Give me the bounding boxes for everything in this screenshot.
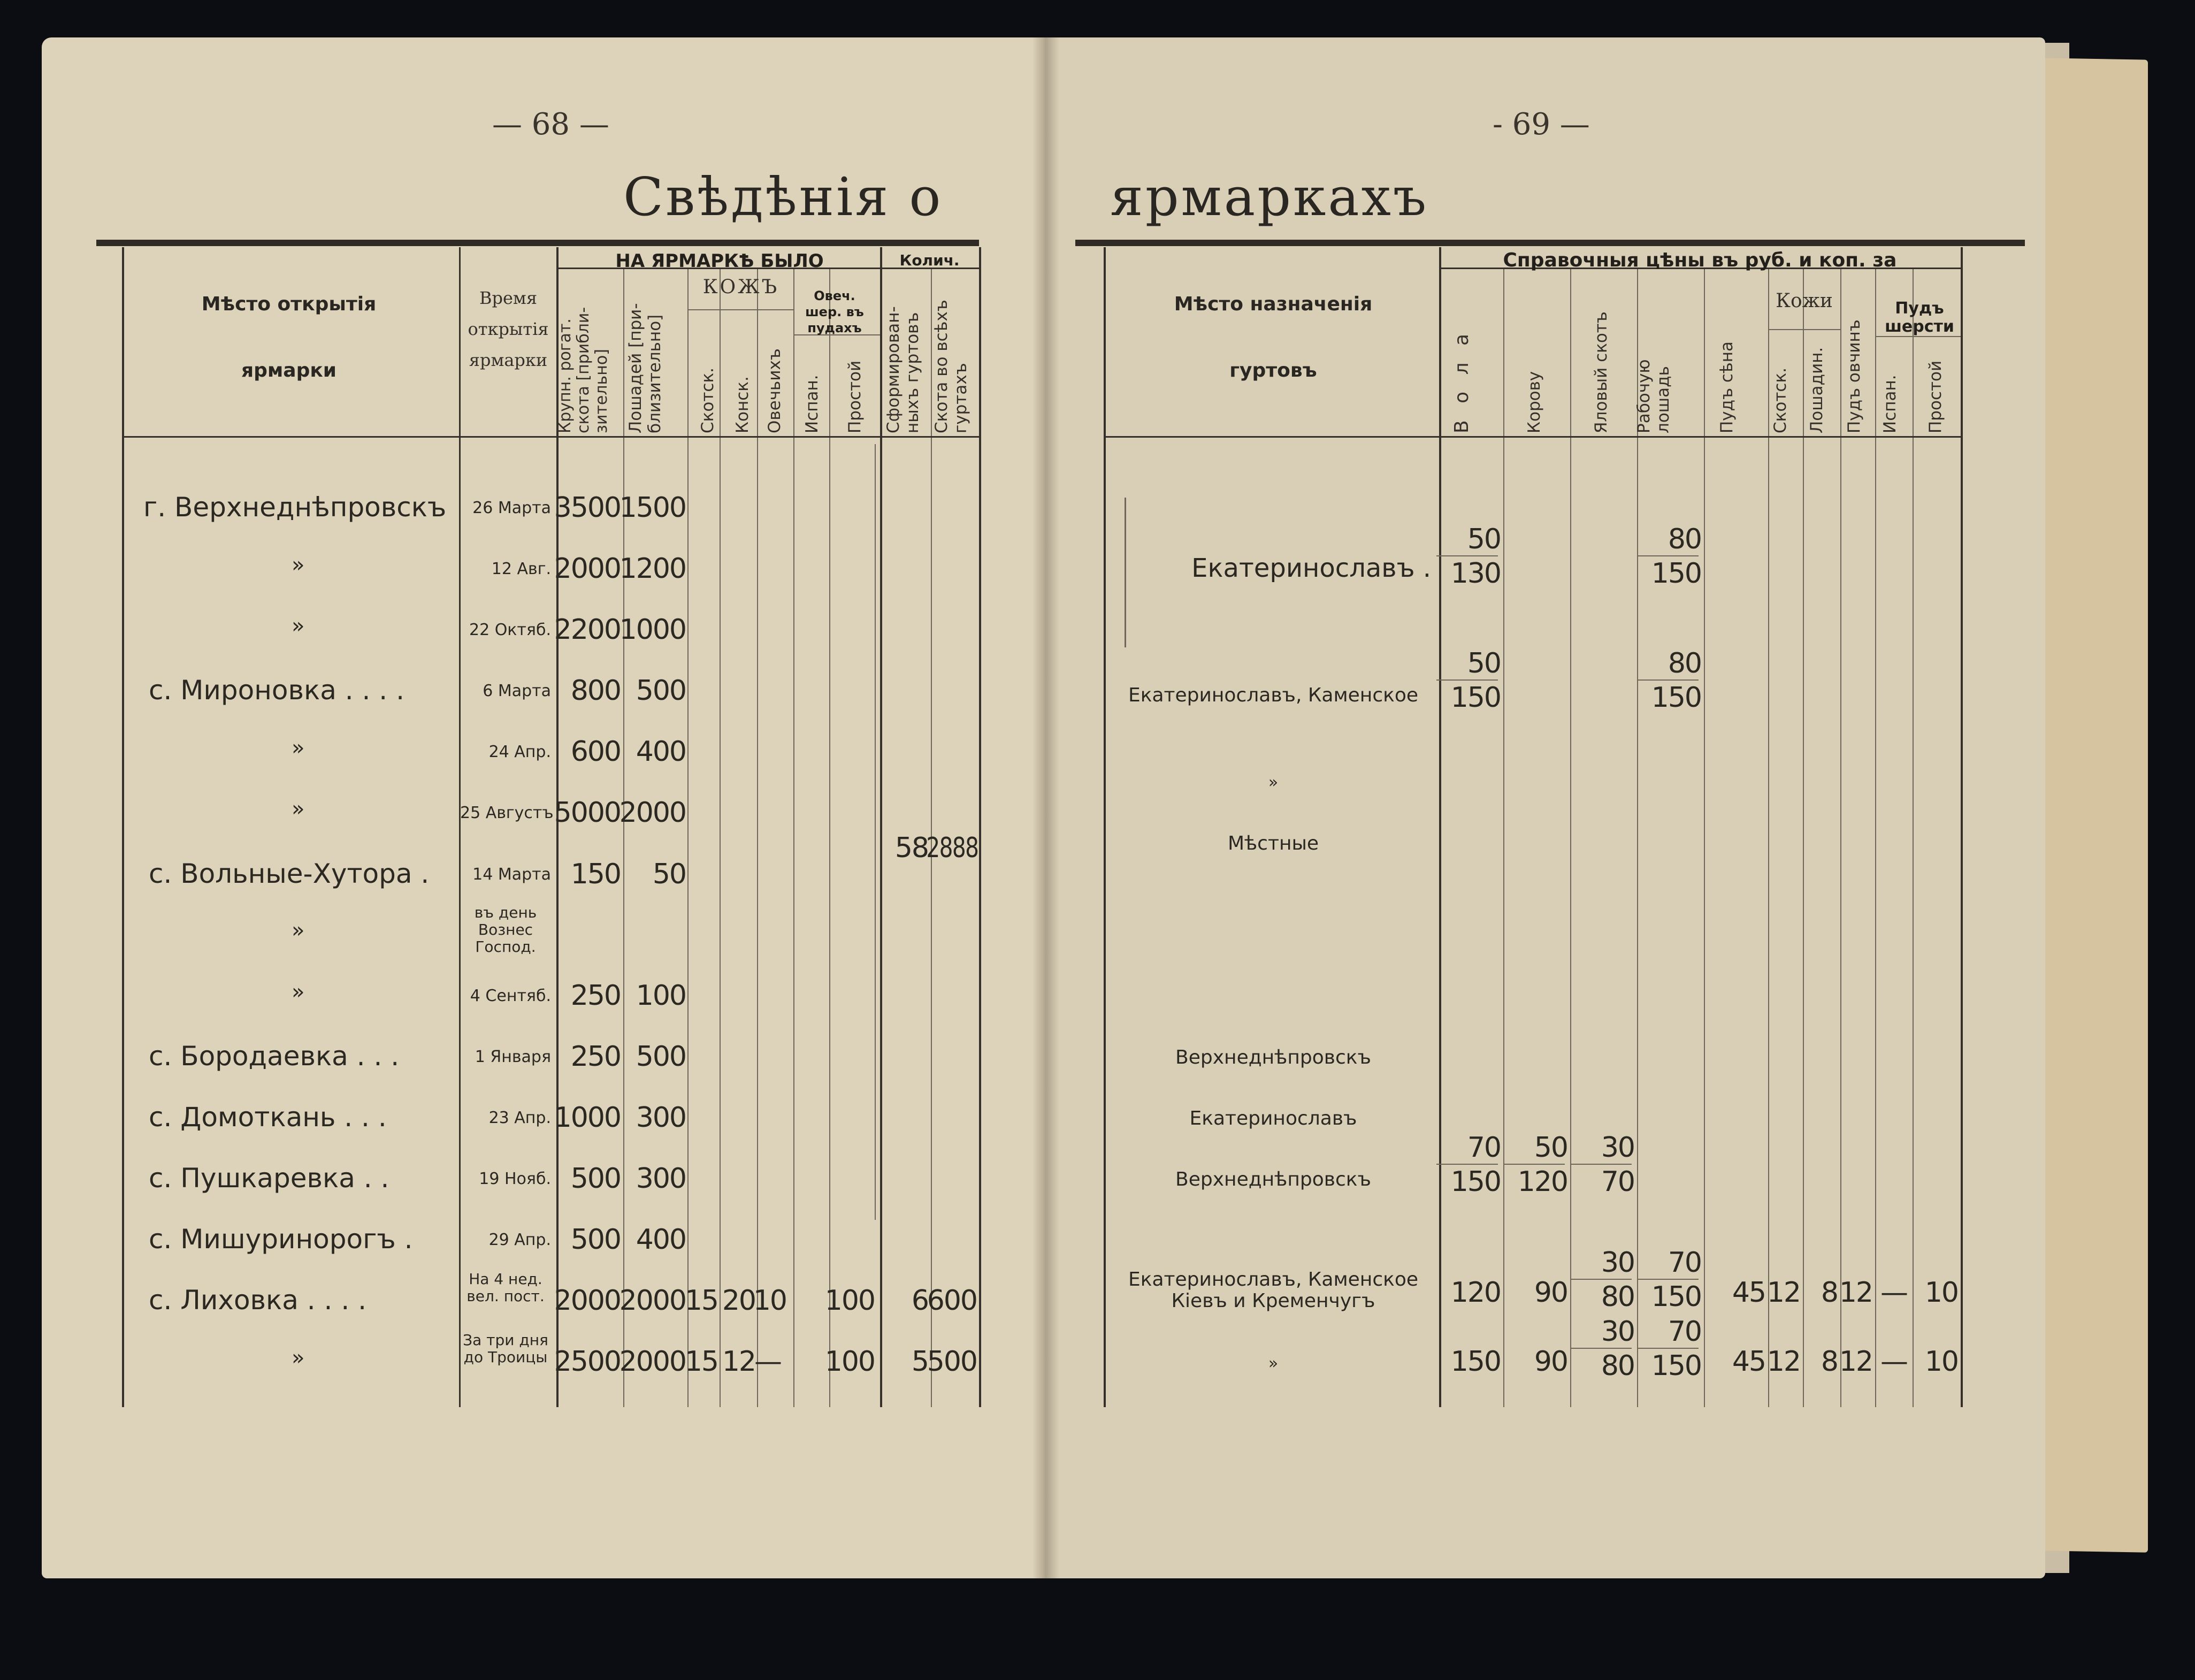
fair-date: 25 Августъ [460,804,554,822]
value-cattle: 250 [570,980,621,1012]
header-hide-horse-right: Лошадин. [1807,347,1826,433]
left-top-rule [96,240,979,246]
value-herds: 5 [911,1346,928,1378]
fair-place: с. Вольные-Хутора . [149,858,430,889]
fair-place: » [292,553,305,577]
price-barren: 80 [1601,1281,1634,1313]
header-hay: Пудъ сѣна [1717,341,1737,433]
fair-place: » [292,980,305,1004]
right-col-rule [1104,247,1106,1407]
right-col-rule-thin [1840,268,1841,1407]
fair-date: 6 Марта [483,682,551,700]
value-wool-simple: 100 [824,1346,875,1378]
price-ox: 120 [1450,1277,1501,1309]
left-hides-rule [687,309,794,310]
value-cattle: 500 [570,1163,621,1195]
header-wool-simple: Простой [845,360,865,433]
left-col-rule-thin [793,268,794,1407]
value-cattle: 2000 [554,1285,621,1317]
fair-date: На 4 нед. вел. пост. [466,1270,545,1305]
value-cattle: 150 [570,858,621,890]
fair-place: » [292,614,305,638]
fraction-rule [1637,679,1699,681]
right-wool-rule [1875,336,1961,337]
price-work-horse: 70 [1668,1247,1701,1279]
right-hides-rule [1768,329,1840,330]
value-cattle: 2500 [554,1346,621,1378]
fair-date: въ день Вознес Господ. [474,904,537,956]
destination: Верхнеднѣпровскъ [1175,1047,1371,1068]
price-hide-cattle: 12 [1766,1277,1800,1309]
header-hides-group-right: Кожи [1776,290,1833,312]
right-col-rule-thin [1503,268,1504,1407]
price-ox: 150 [1450,1346,1501,1378]
value-horses: 50 [652,858,686,890]
header-herds-formed: Сформирован- ныхъ гуртовъ [884,306,922,433]
left-col-rule [880,247,882,1407]
value-cattle: 2200 [554,614,621,646]
value-herds: 6 [911,1285,928,1317]
right-header-bottom-rule [1104,436,1962,438]
header-place-1: Мѣсто открытія [201,293,377,315]
price-work-horse: 150 [1651,682,1701,714]
value-cattle: 5000 [554,797,621,829]
value-horses: 500 [636,1041,686,1073]
page-stack-under [2041,58,2148,1552]
price-ox: 70 [1467,1132,1501,1164]
left-col-rule [979,247,981,1407]
fair-date: 19 Нояб. [479,1170,551,1188]
price-ox: 50 [1467,523,1501,555]
value-cattle: 250 [570,1041,621,1073]
value-herd-cattle: 500 [927,1346,977,1378]
left-page-number: — 68 — [492,107,609,142]
fair-place: » [292,1346,305,1370]
price-work-horse: 70 [1668,1316,1701,1348]
price-work-horse: 80 [1668,647,1701,679]
header-time-3: ярмарки [469,350,548,370]
destination: » [1268,1354,1279,1373]
left-col-rule [122,247,124,1407]
fair-place: » [292,736,305,760]
header-place-2: ярмарки [241,360,337,381]
header-ox: В о л а [1451,328,1473,433]
value-cattle: 500 [570,1224,621,1256]
fraction-rule [1503,1164,1565,1165]
fair-date: 24 Апр. [488,743,551,761]
price-hide-cattle: 12 [1766,1346,1800,1378]
fraction-rule [1436,555,1498,556]
right-top-rule [1075,240,2025,246]
fair-place: с. Мишуринорогъ . [149,1224,413,1255]
fair-place: с. Лиховка . . . . [149,1285,367,1316]
value-cattle: 800 [570,675,621,707]
value-hide-sheep: 10 [753,1285,786,1317]
value-cattle: 3500 [554,492,621,524]
fraction-rule [1637,555,1699,556]
value-horses: 2000 [619,1285,686,1317]
destination: Мѣстные [1227,833,1319,854]
fraction-rule [1637,1348,1699,1349]
header-cattle: Крупн. рогат. скота [прибли- зительно] [556,307,611,433]
right-col-rule [1961,247,1963,1407]
price-work-horse: 150 [1651,1281,1701,1313]
left-col-rule-thin [720,268,721,1407]
header-wool-simple-right: Простой [1926,360,1945,433]
value-horses: 500 [636,675,686,707]
value-hide-sheep: — [754,1346,781,1378]
fair-place: » [292,918,305,943]
header-fair-group: НА ЯРМАРКѢ БЫЛО [615,250,824,272]
value-horses: 1000 [619,614,686,646]
right-col-rule [1439,247,1441,1407]
price-barren: 30 [1601,1316,1634,1348]
fair-date: 26 Марта [472,499,551,517]
price-cow: 90 [1534,1277,1567,1309]
header-cattle-in-herds: Скота во всѣхъ гуртахъ [932,300,970,433]
value-hide-horse: 20 [722,1285,755,1317]
price-wool-spanish: — [1880,1277,1907,1309]
fair-date: За три дня до Троицы [463,1331,548,1366]
fraction-rule [1436,1164,1498,1165]
value-horses: 400 [636,736,686,768]
price-ox: 50 [1467,647,1501,679]
fair-date: 14 Марта [472,865,551,884]
right-col-rule-thin [1875,268,1876,1407]
fraction-rule [1570,1164,1632,1165]
merged-herd-cattle: 2888 [926,832,978,864]
fair-date: 29 Апр. [488,1231,551,1249]
header-hide-cattle: Скотск. [698,367,717,433]
header-hide-sheep: Овечьихъ [765,348,784,433]
price-barren: 30 [1601,1247,1634,1279]
left-brace-rule [875,444,876,1220]
right-col-rule-thin [1803,268,1804,1407]
price-sheepskin: 12 [1839,1277,1872,1309]
price-work-horse: 150 [1651,1350,1701,1382]
price-wool-spanish: — [1880,1346,1907,1378]
price-cow: 90 [1534,1346,1567,1378]
price-barren: 70 [1601,1166,1634,1198]
value-horses: 300 [636,1163,686,1195]
value-horses: 2000 [619,1346,686,1378]
header-wool-spanish: Испан. [802,375,822,433]
right-col-rule-thin [1570,268,1571,1407]
destination: Екатеринославъ [1189,1108,1357,1129]
price-work-horse: 150 [1651,558,1701,590]
value-herd-cattle: 600 [927,1285,977,1317]
destination: Екатеринославъ . [1191,553,1431,583]
left-header-bottom-rule [122,436,981,438]
fair-place: с. Мироновка . . . . [149,675,404,706]
header-hides-group: КОЖЪ [702,276,779,298]
header-wool-spanish-right: Испан. [1880,375,1900,433]
fair-place: с. Бородаевка . . . [149,1041,400,1072]
value-horses: 100 [636,980,686,1012]
price-hay: 45 [1732,1346,1765,1378]
price-cow: 50 [1534,1132,1567,1164]
header-sheepskin: Пудъ овчинъ [1845,319,1864,433]
left-col-rule-thin [687,268,689,1407]
destination: Екатеринославъ, Каменское [1128,684,1419,706]
header-prices-group: Справочныя цѣны въ руб. и коп. за [1503,249,1897,271]
fraction-rule [1436,679,1498,681]
right-title: ярмаркахъ [1110,167,1429,228]
right-col-rule-thin [1768,268,1769,1407]
value-cattle: 1000 [554,1102,621,1134]
fair-date: 22 Октяб. [469,621,551,639]
header-destination-1: Мѣсто назначенія [1174,293,1373,315]
value-hide-cattle: 15 [684,1346,718,1378]
destination: » [1268,773,1279,792]
destination: Екатеринославъ, Каменское Кіевъ и Кременчугъ [1128,1269,1419,1312]
header-hide-horse: Конск. [733,376,752,433]
price-ox: 150 [1450,1166,1501,1198]
price-hay: 45 [1732,1277,1765,1309]
header-wool-group: Овеч. шер. въ пудахъ [805,288,864,335]
header-horses: Лошадей [при- близительно] [626,303,664,433]
right-col-rule-thin [1704,268,1705,1407]
header-time [460,282,556,376]
value-horses: 300 [636,1102,686,1134]
fair-place: с. Пушкаревка . . [149,1163,389,1194]
value-horses: 2000 [619,797,686,829]
fair-date: 1 Января [475,1048,551,1066]
price-hide-horse: 8 [1821,1277,1838,1309]
value-hide-horse: 12 [722,1346,755,1378]
right-col-rule-thin [1637,268,1638,1407]
fraction-rule [1570,1348,1632,1349]
header-barren: Яловый скотъ [1592,311,1611,433]
value-horses: 1500 [619,492,686,524]
header-time-2: открытія [468,319,549,339]
header-cow: Корову [1525,371,1544,433]
destination: Верхнеднѣпровскъ [1175,1169,1371,1190]
price-wool-simple: 10 [1924,1277,1958,1309]
price-wool-simple: 10 [1924,1346,1958,1378]
header-count-group: Колич. [899,251,960,269]
fraction-rule [1637,1279,1699,1280]
right-page-number: - 69 — [1493,107,1590,142]
fair-place: с. Домоткань . . . [149,1102,387,1133]
header-work-horse: Рабочую лошадь [1634,359,1673,433]
fair-date: 12 Авг. [491,560,551,578]
value-horses: 400 [636,1224,686,1256]
fair-date: 23 Апр. [488,1109,551,1127]
value-cattle: 2000 [554,553,621,585]
header-time-1: Время [479,288,537,308]
left-col-rule-thin [757,268,758,1407]
price-ox: 150 [1450,682,1501,714]
fraction-rule [1570,1279,1632,1280]
right-col-rule-thin [1913,268,1914,1407]
value-wool-simple: 100 [824,1285,875,1317]
book-spine [1033,37,1059,1578]
value-cattle: 600 [570,736,621,768]
header-wool-group-right: Пудъ шерсти [1885,299,1954,336]
left-col-rule-thin [623,268,624,1407]
price-sheepskin: 12 [1839,1346,1872,1378]
price-ox: 130 [1450,558,1501,590]
fair-place: » [292,797,305,821]
price-barren: 30 [1601,1132,1634,1164]
price-cow: 120 [1517,1166,1567,1198]
header-destination-2: гуртовъ [1229,360,1317,381]
left-title: Свѣдѣнія о [623,167,943,228]
left-col-rule-thin [829,268,830,1407]
header-hide-cattle-right: Скотск. [1771,367,1790,433]
fair-place: г. Верхнеднѣпровскъ [143,492,447,523]
fair-date: 4 Сентяб. [470,987,551,1005]
value-hide-cattle: 15 [684,1285,718,1317]
merged-herds: 58 [894,832,928,864]
price-work-horse: 80 [1668,523,1701,555]
price-barren: 80 [1601,1350,1634,1382]
price-hide-horse: 8 [1821,1346,1838,1378]
value-horses: 1200 [619,553,686,585]
